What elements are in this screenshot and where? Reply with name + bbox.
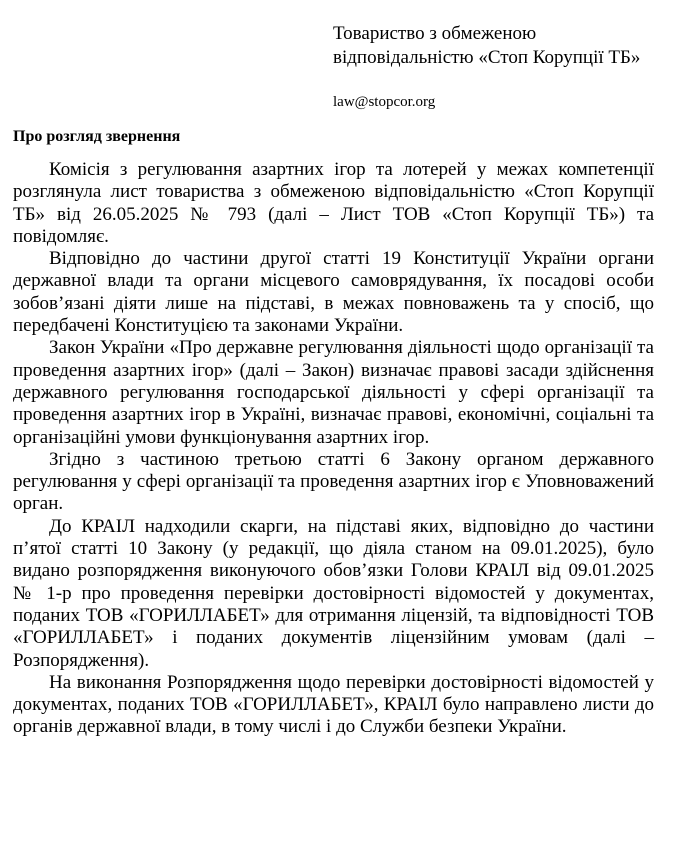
body-paragraph: Відповідно до частини другої статті 19 Конституції України органи державної влади та органи місцевого самоврядування, їх посадові особи зобов’язані діяти лише на підставі, в межах повноважень та у спосіб, що передбачені Конституцією та законами України. xyxy=(13,248,654,337)
body-paragraph: Комісія з регулювання азартних ігор та лотерей у межах компетенції розглянула лист товариства з обмеженою відповідальністю «Стоп Корупції ТБ» від 26.05.2025 № 793 (далі – Лист ТОВ «Стоп Корупції ТБ») та повідомляє. xyxy=(13,159,654,247)
body-paragraph: Згідно з частиною третьою статті 6 Закону органом державного регулювання у сфері організації та проведення азартних ігор є Уповноважений орган. xyxy=(13,448,654,515)
recipient-email: law@stopcor.org xyxy=(333,94,436,110)
letter-subject: Про розгляд звернення xyxy=(13,128,181,145)
letter-body xyxy=(13,159,654,739)
recipient-name-line1: Товариство з обмеженою xyxy=(333,23,537,44)
recipient-block xyxy=(333,22,663,70)
body-paragraph: Закон України «Про державне регулювання діяльності щодо організації та проведення азартних ігор» (далі – Закон) визначає правові засади здійснення державного регулювання господарської діяльності у сфері організації та проведення азартних ігор в Україні, визначає правові, економічні, соціальні та організаційні умови функціонування азартних ігор. xyxy=(13,337,654,448)
recipient-name-line2: відповідальністю «Стоп Корупції ТБ» xyxy=(333,47,641,68)
body-paragraph: До КРАІЛ надходили скарги, на підставі яких, відповідно до частини п’ятої статті 10 Закону (у редакції, що діяла станом на 09.01.2025), було видано розпорядження виконуючого обов’язки Голови КРАІЛ від 09.01.2025 № 1-р про проведення перевірки достовірності відомостей у документах, поданих ТОВ «ГОРИЛЛАБЕТ» для отримання ліцензій, та відповідності ТОВ «ГОРИЛЛАБЕТ» і поданих документів ліцензійним умовам (далі – Розпорядження). xyxy=(13,515,654,671)
body-paragraph: На виконання Розпорядження щодо перевірки достовірності відомостей у документах, поданих ТОВ «ГОРИЛЛАБЕТ», КРАІЛ було направлено листи до органів державної влади, в тому числі і до Служби безпеки України. xyxy=(13,671,654,738)
